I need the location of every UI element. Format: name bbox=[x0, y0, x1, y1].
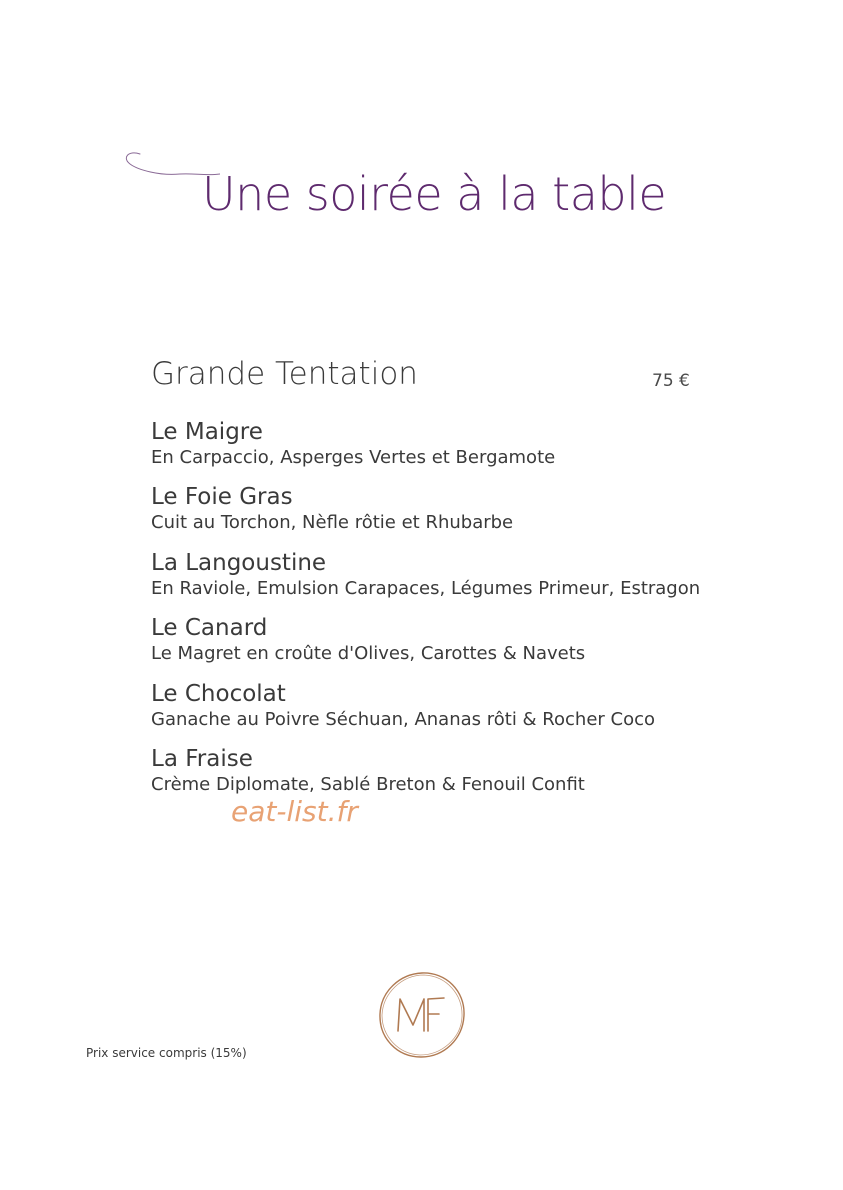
watermark-link[interactable]: eat-list.fr bbox=[231, 795, 358, 828]
course-name: Le Maigre bbox=[151, 419, 263, 445]
course-description: Ganache au Poivre Séchuan, Ananas rôti & Rocher Coco bbox=[151, 708, 655, 730]
course-list bbox=[151, 418, 791, 810]
course-description: Crème Diplomate, Sablé Breton & Fenouil Confit bbox=[151, 773, 585, 795]
service-note: Prix service compris (15%) bbox=[86, 1046, 247, 1060]
mf-monogram-logo-icon bbox=[376, 969, 468, 1061]
course-item bbox=[151, 418, 791, 483]
course-description: Le Magret en croûte d'Olives, Carottes & Navets bbox=[151, 643, 586, 665]
course-name: La Fraise bbox=[151, 745, 253, 772]
menu-name: Grande Tentation bbox=[151, 356, 418, 392]
course-name: Le Canard bbox=[151, 615, 268, 642]
course-description: En Raviole, Emulsion Carapaces, Légumes Primeur, Estragon bbox=[151, 577, 701, 599]
course-description: Cuit au Torchon, Nèfle rôtie et Rhubarbe bbox=[151, 512, 514, 534]
course-item bbox=[151, 614, 791, 679]
course-name: Le Foie Gras bbox=[151, 484, 293, 511]
menu-price: 75 € bbox=[652, 371, 690, 391]
course-item bbox=[151, 483, 791, 548]
course-name: La Langoustine bbox=[151, 549, 327, 576]
course-item bbox=[151, 549, 791, 614]
course-name: Le Chocolat bbox=[151, 680, 286, 707]
page-title: Une soirée à la table bbox=[202, 167, 667, 221]
course-description: En Carpaccio, Asperges Vertes et Bergamote bbox=[151, 447, 556, 468]
course-item bbox=[151, 680, 791, 745]
